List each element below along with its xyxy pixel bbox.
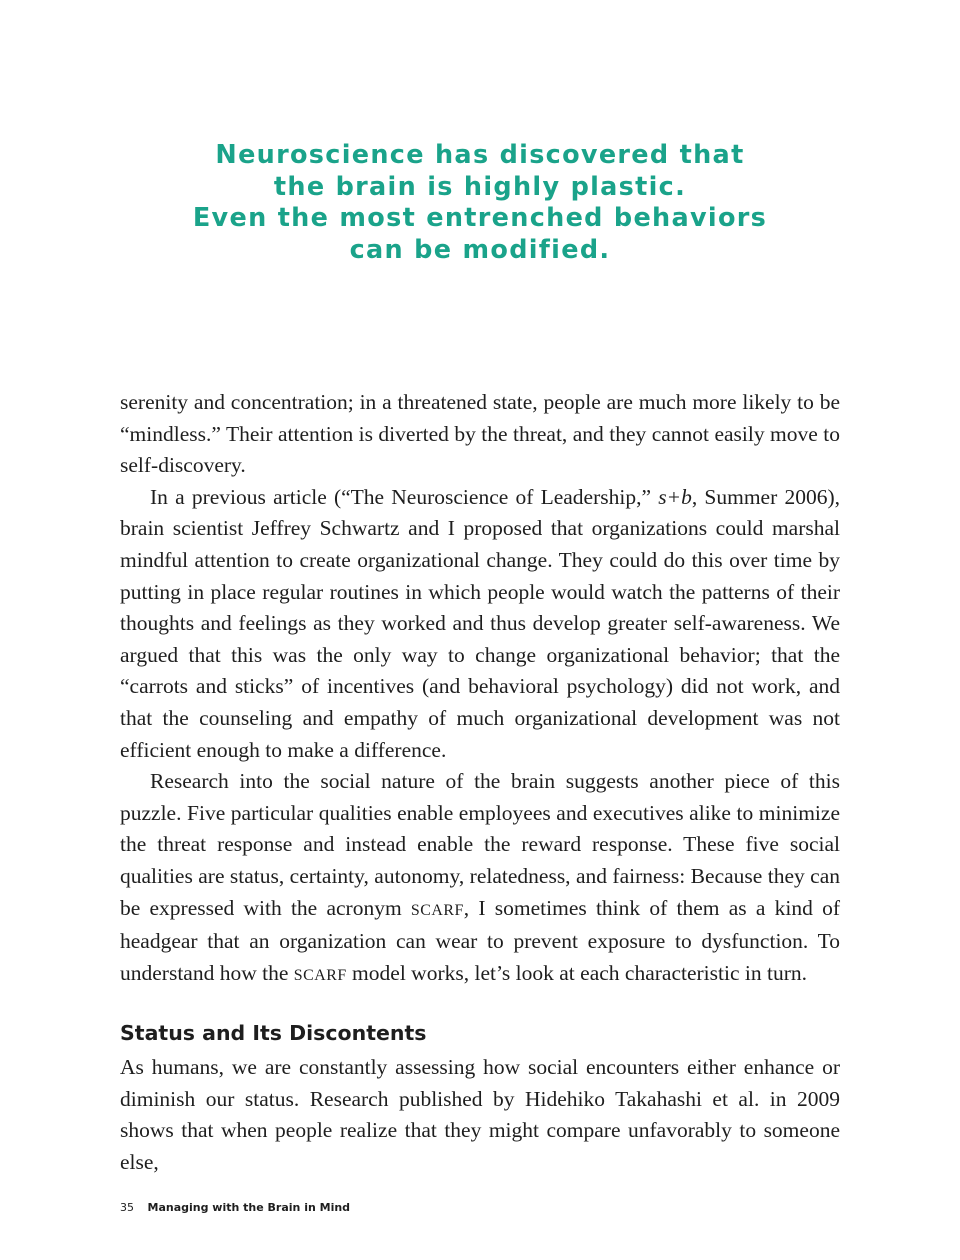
acronym: SCARF — [410, 901, 464, 919]
section-text — [120, 1052, 840, 1178]
paragraph-text: , Summer 2006), brain scientist Jeffrey Schwartz and I proposed that organizations could marshal mindful attention to create organizational change. They could do this over time by putting in place regular routines in which people would watch the patterns of their thoughts and feelings as they worked and thus develop greater self-awareness. We argued that this was the only way to change organizational behavior; that the “carrots and sticks” of incentives (and behavioral psychology) did not work, and that the counseling and empathy of much organizational development was not efficient enough to make a difference. — [120, 484, 840, 762]
pull-quote-line: Even the most entrenched behaviors — [192, 203, 768, 233]
body-paragraph-3 — [120, 766, 840, 991]
paragraph-text: model works, let’s look at each characteristic in turn. — [346, 960, 807, 985]
page-number: 35 — [120, 1201, 134, 1214]
section-paragraph: As humans, we are constantly assessing how social encounters either enhance or diminish our status. Research published by Hidehiko Takahashi et al. in 2009 shows that when people realize that they might compare unfavorably to someone else, — [120, 1055, 840, 1174]
pull-quote-line: can be modified. — [349, 234, 611, 265]
paragraph-text: , I sometimes think of them as a kind of headgear that an organization can wear to prevent exposure to dysfunction. To understand how the — [120, 895, 840, 985]
body-text — [120, 387, 840, 991]
body-paragraph-2 — [120, 482, 840, 766]
page-footer — [120, 1201, 350, 1214]
running-title: Managing with the Brain in Mind — [147, 1201, 351, 1214]
paragraph-text: In a previous article (“The Neuroscience of Leadership,” — [150, 484, 659, 509]
journal-name: s+b — [658, 484, 692, 509]
pull-quote — [150, 140, 810, 266]
pull-quote-line: the brain is highly plastic. — [273, 171, 687, 202]
pull-quote-line: Neuroscience has discovered that — [215, 140, 745, 170]
body-paragraph-1: serenity and concentration; in a threatened state, people are much more likely to be “mindless.” Their attention is diverted by the threat, and they cannot easily move to self-discovery. — [120, 390, 840, 478]
section-heading: Status and Its Discontents — [120, 1021, 427, 1045]
paragraph-text: Research into the social nature of the brain suggests another piece of this puzzle. Five particular qualities enable employees and executives alike to minimize the threat response and instead enable the reward response. These five social qualities are status, certainty, autonomy, relatedness, and fairness: Because they can be expressed with the acronym — [120, 769, 840, 920]
acronym: SCARF — [293, 966, 347, 984]
